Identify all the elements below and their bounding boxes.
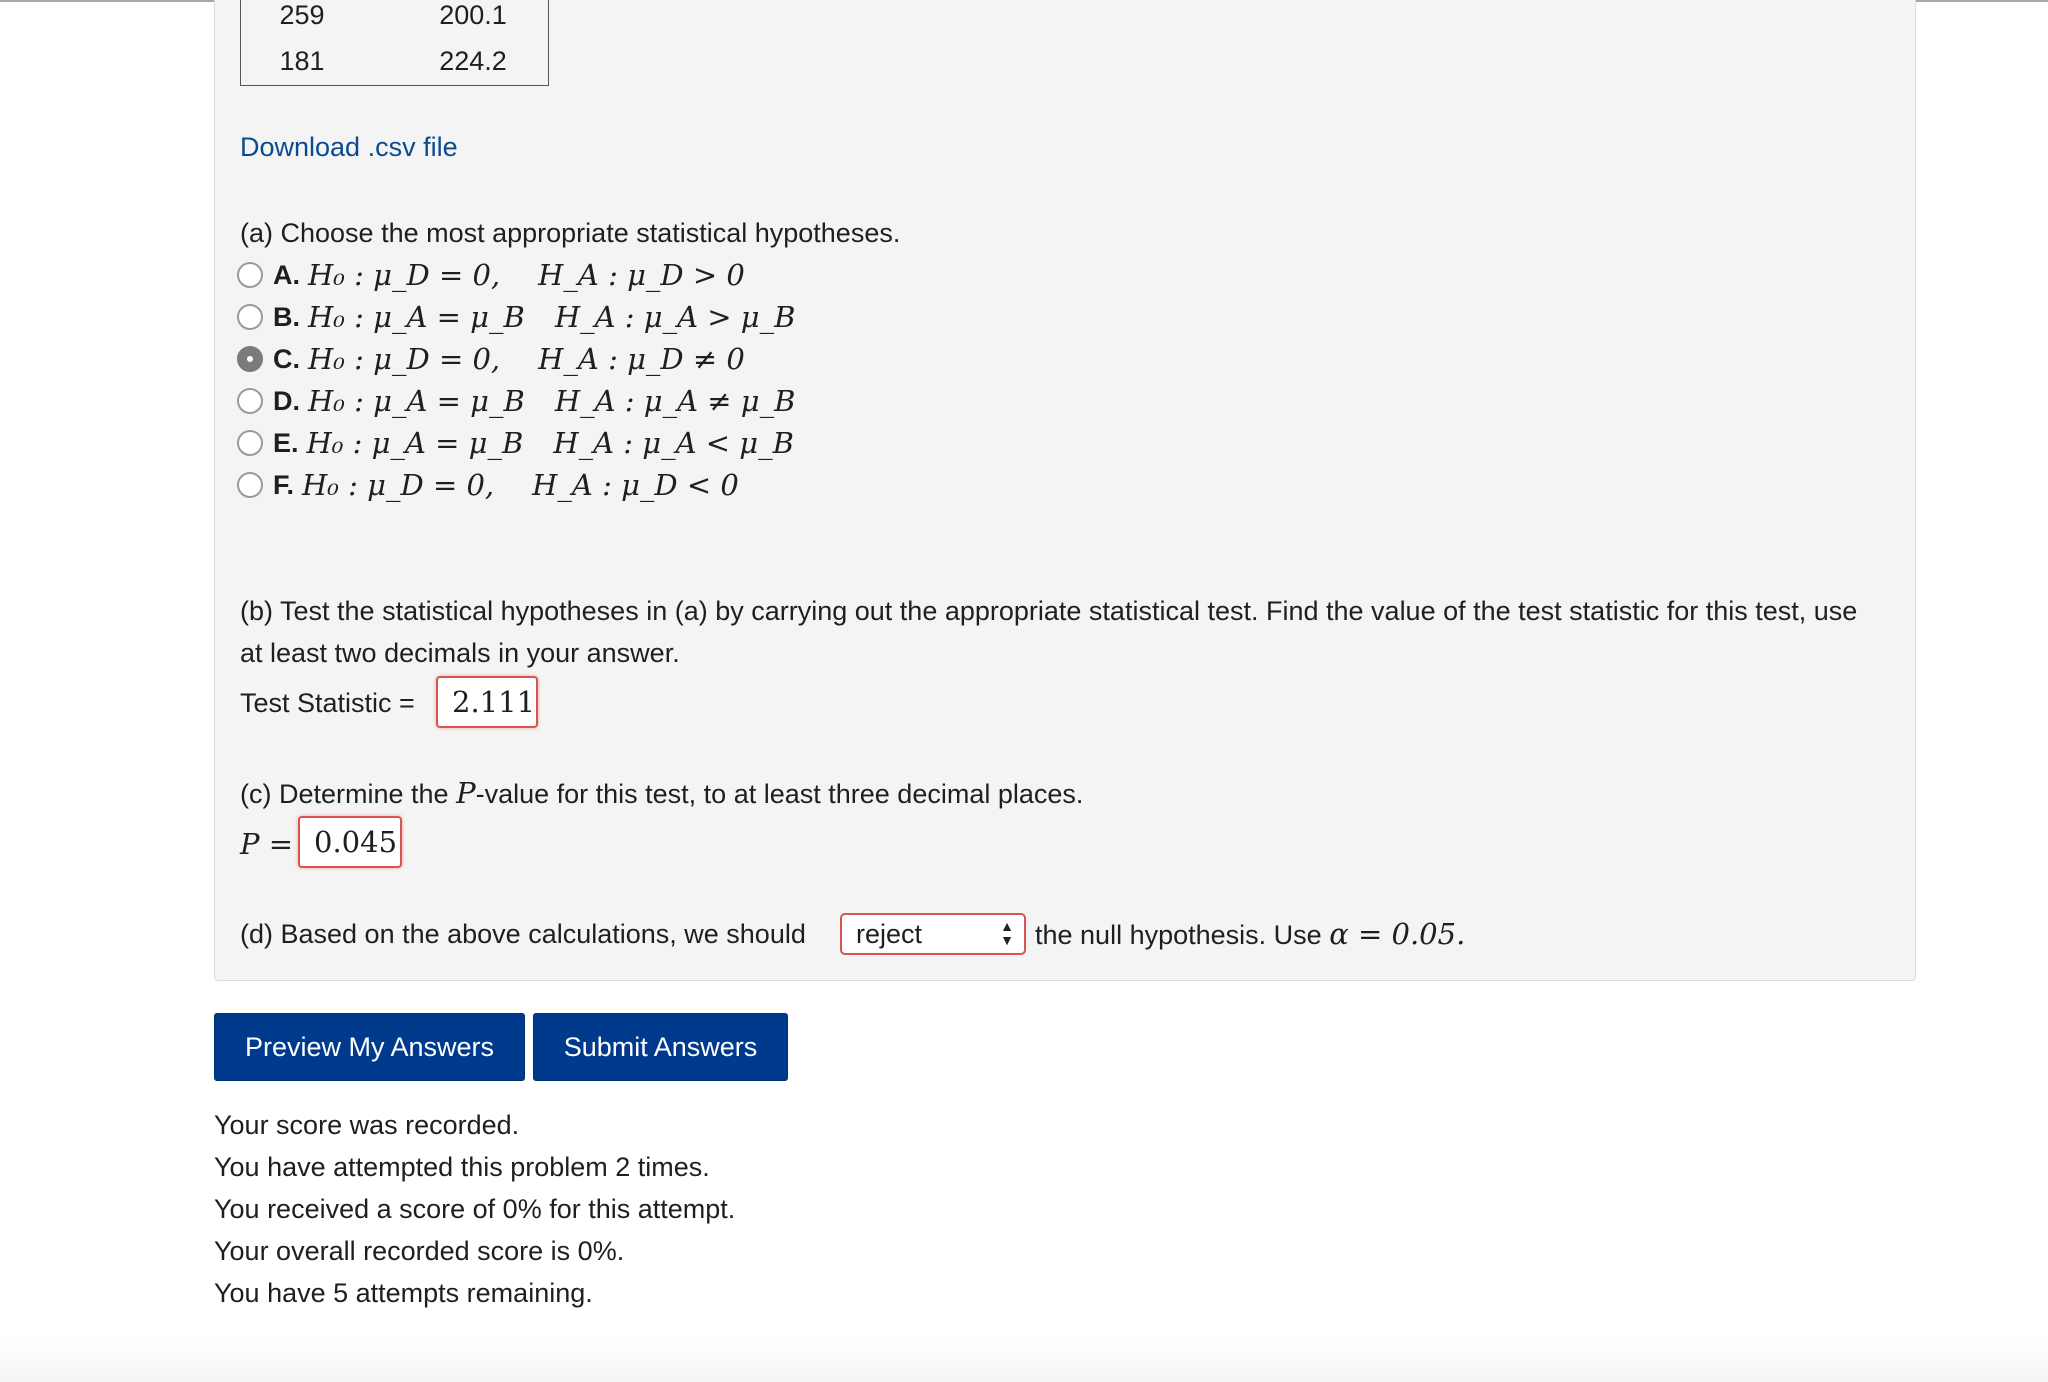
- choice-letter: E.: [273, 427, 299, 458]
- choice-letter: C.: [273, 343, 300, 374]
- decision-select-value: reject: [856, 918, 923, 949]
- alpha-value: α = 0.05.: [1329, 917, 1466, 951]
- choice-e[interactable]: [237, 424, 794, 462]
- choice-f[interactable]: [237, 466, 739, 504]
- choice-letter: B.: [273, 301, 300, 332]
- part-c-prompt: [240, 772, 1083, 815]
- radio-button-selected[interactable]: [237, 346, 263, 372]
- p-value-label: P =: [240, 827, 294, 861]
- null-hypothesis: H₀ : μ_A = μ_B: [306, 426, 524, 460]
- radio-button[interactable]: [237, 304, 263, 330]
- page-bottom: [0, 1338, 2048, 1382]
- choice-c[interactable]: [237, 340, 745, 378]
- part-a-prompt: (a) Choose the most appropriate statistical hypotheses.: [240, 218, 901, 248]
- download-csv-link[interactable]: Download .csv file: [240, 132, 458, 162]
- alternative-hypothesis: H_A : μ_D > 0: [538, 258, 745, 292]
- submit-answers-button[interactable]: Submit Answers: [533, 1013, 788, 1081]
- part-c-prompt-start: (c) Determine the: [240, 779, 457, 809]
- null-hypothesis: H₀ : μ_D = 0,: [308, 258, 501, 292]
- alternative-hypothesis: H_A : μ_A > μ_B: [554, 300, 796, 334]
- table-cell: 259: [279, 0, 325, 30]
- table-cell: 200.1: [439, 0, 507, 30]
- part-c-prompt-end: -value for this test, to at least three decimal places.: [475, 779, 1084, 809]
- null-hypothesis: H₀ : μ_A = μ_B: [308, 300, 525, 334]
- table-cell: 224.2: [439, 46, 507, 76]
- score-message: Your overall recorded score is 0%.: [214, 1236, 625, 1266]
- score-message: Your score was recorded.: [214, 1110, 520, 1140]
- score-message: You have attempted this problem 2 times.: [214, 1152, 710, 1182]
- alternative-hypothesis: H_A : μ_D ≠ 0: [538, 342, 745, 376]
- part-d-prompt: (d) Based on the above calculations, we should: [240, 919, 806, 949]
- radio-button[interactable]: [237, 262, 263, 288]
- alternative-hypothesis: H_A : μ_D < 0: [532, 468, 739, 502]
- decision-select[interactable]: [840, 913, 1026, 955]
- data-table: [240, 0, 549, 86]
- choice-d[interactable]: [237, 382, 795, 420]
- score-message: You received a score of 0% for this attempt.: [214, 1194, 736, 1224]
- choice-letter: D.: [273, 385, 300, 416]
- null-hypothesis: H₀ : μ_D = 0,: [308, 342, 501, 376]
- choice-letter: F.: [273, 469, 295, 500]
- test-statistic-label: Test Statistic =: [240, 688, 415, 718]
- radio-button[interactable]: [237, 388, 263, 414]
- alternative-hypothesis: H_A : μ_A < μ_B: [553, 426, 794, 460]
- alternative-hypothesis: H_A : μ_A ≠ μ_B: [554, 384, 796, 418]
- choice-a[interactable]: [237, 256, 745, 294]
- table-cell: 181: [279, 46, 325, 76]
- radio-button[interactable]: [237, 472, 263, 498]
- null-hypothesis: H₀ : μ_A = μ_B: [308, 384, 525, 418]
- p-value-input[interactable]: 0.045: [298, 816, 402, 868]
- choice-b[interactable]: [237, 298, 795, 336]
- choice-letter: A.: [273, 259, 300, 290]
- score-message: You have 5 attempts remaining.: [214, 1278, 593, 1308]
- select-arrows-icon: ▲ ▼: [1000, 918, 1014, 948]
- part-d-suffix: [1035, 913, 1465, 956]
- part-d-suffix-text: the null hypothesis. Use: [1035, 920, 1322, 950]
- radio-button[interactable]: [237, 430, 263, 456]
- part-b-prompt: (b) Test the statistical hypotheses in (a) by carrying out the appropriate statistical test. Find the value of the test statistic for this test, use at least two decimals in your answer.: [240, 596, 1858, 668]
- null-hypothesis: H₀ : μ_D = 0,: [302, 468, 495, 502]
- preview-answers-button[interactable]: Preview My Answers: [214, 1013, 525, 1081]
- test-statistic-input[interactable]: 2.111: [436, 676, 538, 728]
- p-variable: P: [456, 776, 476, 810]
